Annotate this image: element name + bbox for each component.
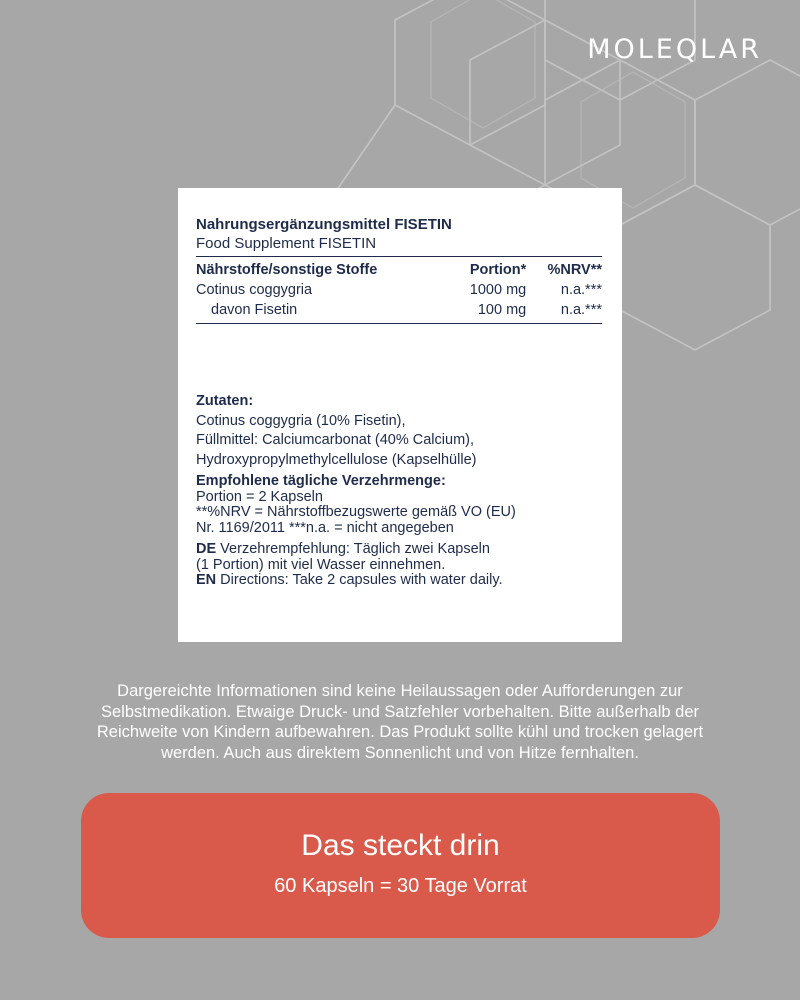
nutrient-name: davon Fisetin — [211, 302, 298, 318]
contents-subtitle: 60 Kapseln = 30 Tage Vorrat — [274, 875, 527, 897]
dosage-line: Portion = 2 Kapseln — [196, 488, 323, 505]
nutrient-portion: 100 mg — [477, 302, 527, 318]
dosage-section — [196, 474, 602, 536]
nutrient-name: Cotinus coggygria — [196, 282, 313, 298]
column-header-portion: Portion* — [469, 262, 527, 278]
nutrient-portion: 1000 mg — [469, 282, 527, 298]
nutrient-nrv: n.a.*** — [560, 302, 602, 318]
disclaimer-line: Selbstmedikation. Etwaige Druck- und Satzfehler vorbehalten. Bitte außerhalb der — [101, 702, 699, 721]
language-tag-en: EN — [196, 572, 217, 588]
disclaimer-line: Dargereichte Informationen sind keine Heilaussagen oder Aufforderungen zur — [117, 682, 683, 700]
nutrient-table — [196, 256, 602, 324]
label-title-en: Food Supplement FISETIN — [196, 235, 377, 252]
nutrient-table-header — [196, 257, 602, 281]
ingredients-line: Füllmittel: Calciumcarbonat (40% Calcium), — [196, 432, 474, 448]
directions-en — [196, 573, 602, 589]
contents-banner — [81, 793, 720, 938]
dosage-heading: Empfohlene tägliche Verzehrmenge: — [196, 473, 446, 489]
column-header-nutrient: Nährstoffe/sonstige Stoffe — [196, 262, 378, 278]
disclaimer-text — [40, 681, 760, 763]
directions-de — [196, 542, 602, 558]
ingredients-heading: Zutaten: — [196, 393, 254, 409]
directions-de-line2: (1 Portion) mit viel Wasser einnehmen. — [196, 556, 446, 573]
brand-logo: MOLEQLAR — [587, 34, 762, 65]
ingredients-section — [196, 392, 602, 470]
table-row — [196, 280, 602, 300]
directions-en-text: Directions: Take 2 capsules with water daily. — [216, 572, 503, 588]
disclaimer-line: Reichweite von Kindern aufbewahren. Das Produkt sollte kühl und trocken gelagert — [96, 723, 704, 741]
table-row — [196, 300, 602, 324]
supplement-label — [178, 188, 622, 642]
label-title-de: Nahrungsergänzungsmittel FISETIN — [196, 216, 452, 233]
dosage-line: Nr. 1169/2011 ***n.a. = nicht angegeben — [196, 519, 454, 536]
directions-de-text: Verzehrempfehlung: Täglich zwei Kapseln — [216, 541, 490, 557]
ingredients-line: Hydroxypropylmethylcellulose (Kapselhülle) — [196, 451, 477, 468]
nutrient-nrv: n.a.*** — [560, 282, 602, 298]
column-header-nrv: %NRV** — [547, 262, 602, 278]
language-tag-de: DE — [196, 541, 217, 557]
directions-section — [196, 542, 602, 589]
dosage-line: **%NRV = Nährstoffbezugswerte gemäß VO (EU) — [196, 504, 516, 520]
ingredients-line: Cotinus coggygria (10% Fisetin), — [196, 412, 406, 429]
disclaimer-line: werden. Auch aus direktem Sonnenlicht und von Hitze fernhalten. — [161, 743, 639, 762]
contents-title: Das steckt drin — [301, 829, 500, 862]
